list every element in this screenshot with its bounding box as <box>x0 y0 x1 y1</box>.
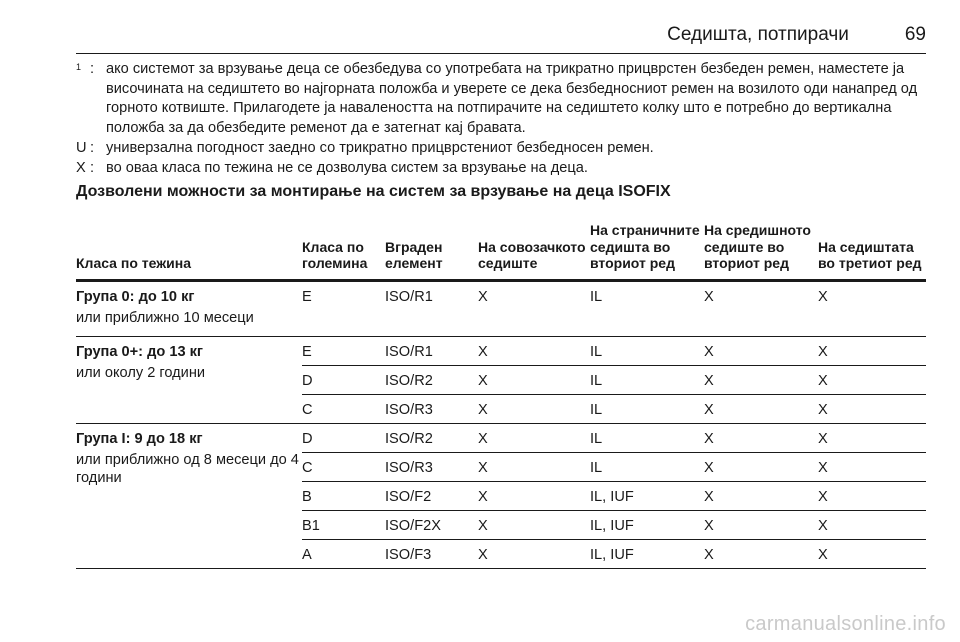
watermark: carmanualsonline.info <box>745 613 946 635</box>
footnote-marker: U <box>76 139 87 156</box>
rear-center-cell: X <box>704 423 818 452</box>
third-row-cell: X <box>818 510 926 539</box>
rear-outer-cell: IL <box>590 280 704 336</box>
rear-outer-cell: IL <box>590 394 704 423</box>
third-row-cell: X <box>818 481 926 510</box>
size-class-cell: E <box>302 336 385 365</box>
rear-center-cell: X <box>704 280 818 336</box>
size-class-cell: C <box>302 452 385 481</box>
rear-outer-cell: IL, IUF <box>590 539 704 568</box>
col-header-weight-class: Класа по тежина <box>76 222 302 280</box>
front-passenger-cell: X <box>478 394 590 423</box>
front-passenger-cell: X <box>478 423 590 452</box>
group-desc: или приближно од 8 месеци до 4 години <box>76 451 299 486</box>
front-passenger-cell: X <box>478 336 590 365</box>
fixture-cell: ISO/R3 <box>385 452 478 481</box>
group-desc: или приближно 10 месеци <box>76 309 254 326</box>
fixture-cell: ISO/F2 <box>385 481 478 510</box>
third-row-cell: X <box>818 539 926 568</box>
group-cell <box>76 423 302 568</box>
table-row <box>76 423 926 452</box>
footnote-marker: X <box>76 159 86 176</box>
rear-center-cell: X <box>704 452 818 481</box>
size-class-cell: A <box>302 539 385 568</box>
size-class-cell: B <box>302 481 385 510</box>
size-class-cell: E <box>302 280 385 336</box>
rear-center-cell: X <box>704 510 818 539</box>
table-row <box>76 280 926 336</box>
fixture-cell: ISO/F3 <box>385 539 478 568</box>
footnote-text: универзална погодност заедно со трикратно прицврстениот безбедносен ремен. <box>106 139 654 156</box>
size-class-cell: C <box>302 394 385 423</box>
table-row <box>76 336 926 365</box>
fixture-cell: ISO/R3 <box>385 394 478 423</box>
rear-center-cell: X <box>704 365 818 394</box>
size-class-cell: B1 <box>302 510 385 539</box>
footnote-text: во оваа класа по тежина не се дозволува систем за врзување на деца. <box>106 159 588 176</box>
table-header-row <box>76 222 926 280</box>
col-header-fixture: Вграден елемент <box>385 222 478 280</box>
col-header-rear-outer: На страничните седишта во вториот ред <box>590 222 704 280</box>
fixture-cell: ISO/R2 <box>385 423 478 452</box>
footnote-u: U : универзална погодност заедно со трикратно прицврстениот безбедносен ремен. <box>76 139 940 159</box>
group-desc: или околу 2 години <box>76 364 206 381</box>
rear-outer-cell: IL <box>590 423 704 452</box>
footnote-marker: 1 <box>76 62 82 72</box>
front-passenger-cell: X <box>478 365 590 394</box>
footnote-x: X : во оваа класа по тежина не се дозволува систем за врзување на деца. <box>76 159 940 179</box>
group-name: Група 0: до 10 кг <box>76 288 195 305</box>
page-number: 69 <box>904 24 926 45</box>
col-header-front-passenger: На совозачкото седиште <box>478 222 590 280</box>
page-header <box>76 24 926 54</box>
page-header-title: Седишта, потпирачи <box>667 24 849 45</box>
fixture-cell: ISO/F2X <box>385 510 478 539</box>
col-header-rear-center: На средишното седиште во вториот ред <box>704 222 818 280</box>
rear-outer-cell: IL, IUF <box>590 510 704 539</box>
third-row-cell: X <box>818 365 926 394</box>
third-row-cell: X <box>818 336 926 365</box>
third-row-cell: X <box>818 394 926 423</box>
col-header-size-class: Класа по големина <box>302 222 385 280</box>
size-class-cell: D <box>302 365 385 394</box>
group-name: Група 0+: до 13 кг <box>76 343 203 360</box>
section-title: Дозволени можности за монтирање на систем за врзување на деца ISOFIX <box>76 183 671 200</box>
footnote-text: ако системот за врзување деца се обезбедува со употребата на трикратно прицврстен безбеден ремен, наместете ја височината на седиштето во најгорната положба и уверете се дека безбедносниот ремен на возилото оди нанапред од горното котвиште. Прилагодете ја навалеността на потпирачите на седиштето колку што е потребно до вертикална положба за да обезбедите ременот да е затегнат кај бравата. <box>106 61 918 137</box>
footnotes <box>76 60 940 178</box>
fixture-cell: ISO/R2 <box>385 365 478 394</box>
fixture-cell: ISO/R1 <box>385 280 478 336</box>
third-row-cell: X <box>818 452 926 481</box>
group-cell <box>76 336 302 423</box>
footnote-1: $^1$ : ако системот за врзување деца се обезбедува со употребата на трикратно прицврстен безбеден ремен, наместете ја височината на седиштето во најгорната положба и уверете се дека безбедносниот ремен на возилото оди нанапред од горното котвиште. Прилагодете ја навалеността на потпирачите на седиштето колку што е потребно до вертикална положба за да обезбедите ременот да е затегнат кај бравата. <box>76 60 940 139</box>
col-header-third-row: На седиштата во третиот ред <box>818 222 926 280</box>
rear-outer-cell: IL <box>590 336 704 365</box>
front-passenger-cell: X <box>478 452 590 481</box>
front-passenger-cell: X <box>478 510 590 539</box>
rear-center-cell: X <box>704 481 818 510</box>
third-row-cell: X <box>818 280 926 336</box>
fixture-cell: ISO/R1 <box>385 336 478 365</box>
third-row-cell: X <box>818 423 926 452</box>
rear-outer-cell: IL, IUF <box>590 481 704 510</box>
rear-outer-cell: IL <box>590 365 704 394</box>
isofix-table <box>76 222 926 569</box>
front-passenger-cell: X <box>478 280 590 336</box>
front-passenger-cell: X <box>478 481 590 510</box>
group-cell <box>76 280 302 336</box>
rear-center-cell: X <box>704 336 818 365</box>
rear-outer-cell: IL <box>590 452 704 481</box>
size-class-cell: D <box>302 423 385 452</box>
group-name: Група I: 9 до 18 кг <box>76 430 203 447</box>
front-passenger-cell: X <box>478 539 590 568</box>
rear-center-cell: X <box>704 539 818 568</box>
rear-center-cell: X <box>704 394 818 423</box>
